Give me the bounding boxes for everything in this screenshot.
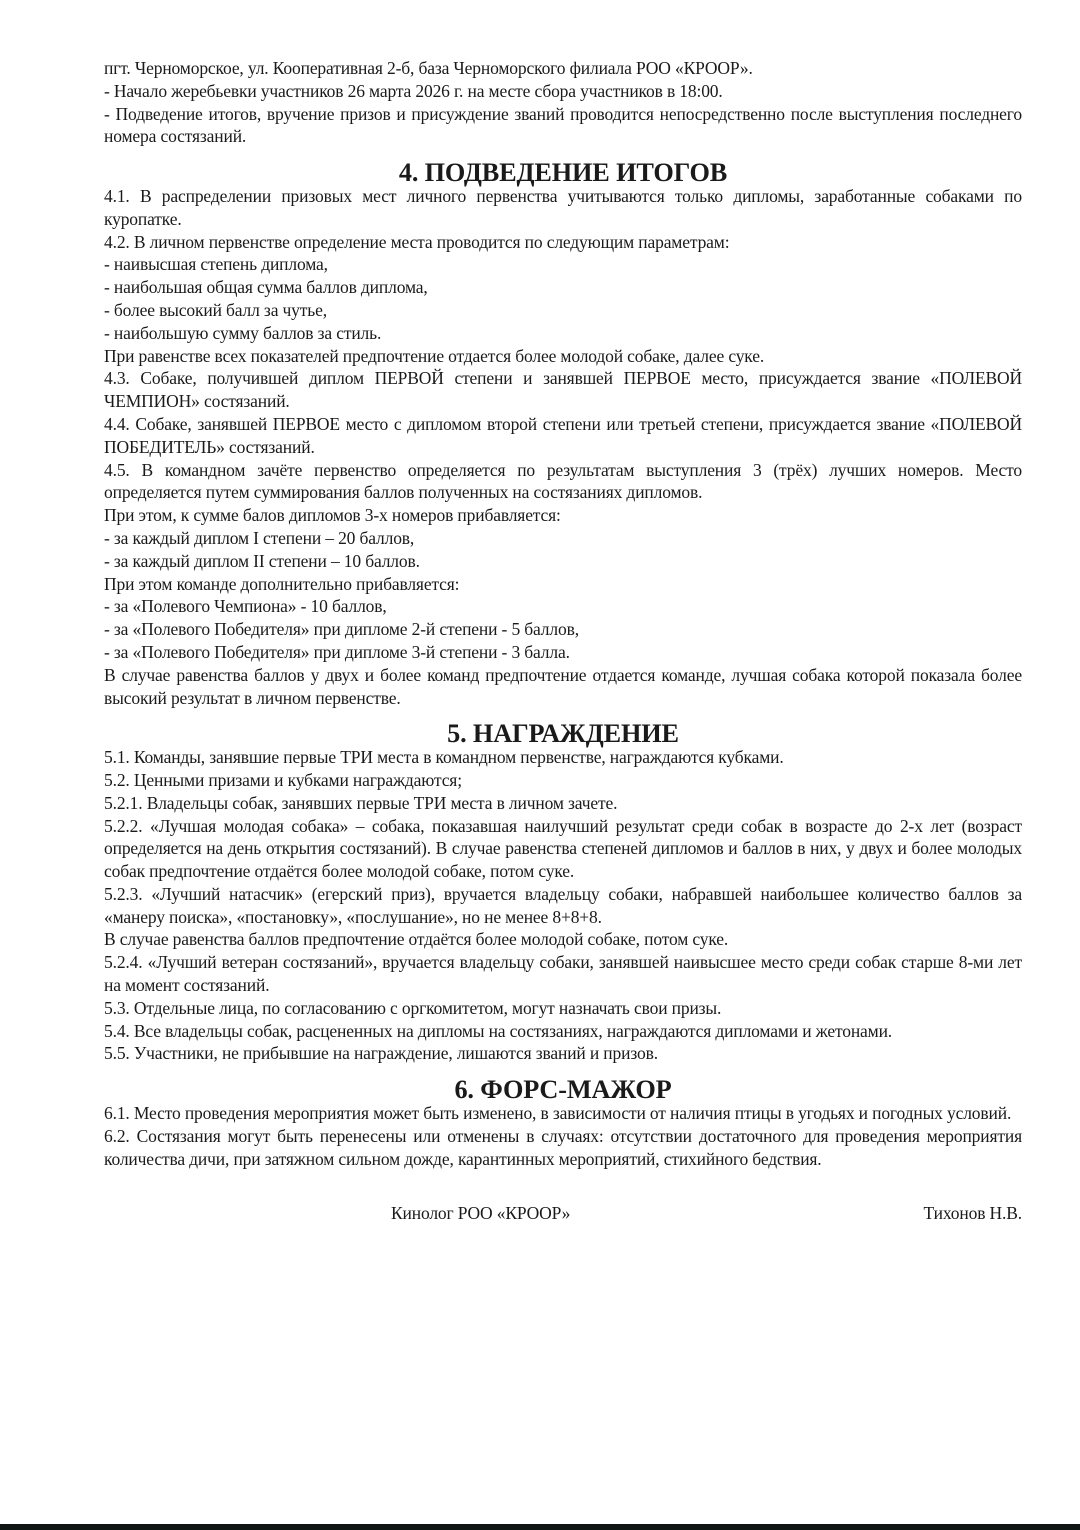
section-heading: 5. НАГРАЖДЕНИЕ (447, 719, 679, 749)
list-item: - за «Полевого Победителя» при дипломе 3-й степени - 3 балла. (104, 641, 570, 662)
list-item: - наибольшая общая сумма баллов диплома, (104, 277, 428, 298)
paragraph: 5.5. Участники, не прибывшие на награждение, лишаются званий и призов. (104, 1043, 658, 1064)
paragraph: 6.1. Место проведения мероприятия может быть изменено, в зависимости от наличия птицы в угодьях и погодных условий. (104, 1103, 1012, 1124)
list-item: - за каждый диплом II степени – 10 баллов. (104, 550, 420, 571)
paragraph: 5.2.1. Владельцы собак, занявших первые ТРИ места в личном зачете. (104, 792, 618, 813)
list-item: - за «Полевого Победителя» при дипломе 2-й степени - 5 баллов, (104, 619, 579, 640)
paragraph: 4.2. В личном первенстве определение места проводится по следующим параметрам: (104, 231, 730, 252)
paragraph: При равенстве всех показателей предпочтение отдается более молодой собаке, далее суке. (104, 345, 765, 366)
intro-block (104, 57, 1022, 148)
paragraph: 4.3. Собаке, получившей диплом ПЕРВОЙ степени и занявшей ПЕРВОЕ место, присуждается звание «ПОЛЕВОЙ ЧЕМПИОН» состязаний. (104, 368, 1022, 412)
section-awards (104, 719, 1022, 1065)
intro-line: - Начало жеребьевки участников 26 марта 2026 г. на месте сбора участников в 18:00. (104, 80, 723, 101)
paragraph: 4.1. В распределении призовых мест личного первенства учитываются только дипломы, заработанные собаками по куропатке. (104, 185, 1022, 229)
paragraph: При этом команде дополнительно прибавляется: (104, 573, 460, 594)
paragraph: 5.1. Команды, занявшие первые ТРИ места в командном первенстве, награждаются кубками. (104, 747, 784, 768)
list-item: - за «Полевого Чемпиона» - 10 баллов, (104, 596, 387, 617)
paragraph: 5.2.3. «Лучший натасчик» (егерский приз), вручается владельцу собаки, набравшей наибольшее количество баллов за «манеру поиска», «постановку», «послушание», но не менее 8+8+8. (104, 883, 1022, 927)
signature-role: Кинолог РОО «КРООР» (391, 1203, 571, 1224)
intro-line: пгт. Черноморское, ул. Кооперативная 2-б, база Черноморского филиала РОО «КРООР». (104, 58, 753, 78)
list-item: - более высокий балл за чутье, (104, 299, 327, 320)
bottom-bar (0, 1524, 1080, 1530)
paragraph: 4.5. В командном зачёте первенство определяется по результатам выступления 3 (трёх) лучших номеров. Место определяется путем суммирования баллов полученных на состязаниях дипломов. (104, 459, 1022, 503)
list-item: - наивысшая степень диплома, (104, 254, 328, 275)
intro-line: - Подведение итогов, вручение призов и присуждение званий проводится непосредственно после выступления последнего номера состязаний. (104, 103, 1022, 147)
paragraph: 5.2. Ценными призами и кубками награждаются; (104, 769, 462, 790)
section-heading: 6. ФОРС-МАЖОР (454, 1075, 672, 1105)
list-item: - наибольшую сумму баллов за стиль. (104, 322, 382, 343)
section-results (104, 158, 1022, 709)
paragraph: 6.2. Состязания могут быть перенесены или отменены в случаях: отсутствии достаточного для проведения мероприятия количества дичи, при затяжном сильном дожде, карантинных мероприятий, стихийного бедствия. (104, 1125, 1022, 1169)
section-heading: 4. ПОДВЕДЕНИЕ ИТОГОВ (398, 158, 728, 188)
document-page (104, 57, 1022, 1226)
signature-name: Тихонов Н.В. (923, 1203, 1022, 1224)
paragraph: 5.2.4. «Лучший ветеран состязаний», вручается владельцу собаки, занявшей наивысшее место среди собак старше 8-ми лет на момент состязаний. (104, 952, 1022, 996)
section-force-majeure (104, 1075, 1022, 1170)
signature-block (104, 1202, 1022, 1226)
paragraph: В случае равенства баллов предпочтение отдаётся более молодой собаке, потом суке. (104, 929, 729, 950)
paragraph: 5.3. Отдельные лица, по согласованию с оргкомитетом, могут назначать свои призы. (104, 997, 722, 1018)
paragraph: 5.2.2. «Лучшая молодая собака» – собака, показавшая наилучший результат среди собак в возрасте до 2-х лет (возраст определяется на день открытия состязаний). В случае равенства степеней дипломов и баллов в них, у двух и более молодых собак предпочтение отдаётся более молодой собаке, потом суке. (104, 815, 1022, 882)
paragraph: В случае равенства баллов у двух и более команд предпочтение отдается команде, лучшая собака которой показала более высокий результат в личном первенстве. (104, 664, 1022, 708)
paragraph: 4.4. Собаке, занявшей ПЕРВОЕ место с дипломом второй степени или третьей степени, присуждается звание «ПОЛЕВОЙ ПОБЕДИТЕЛЬ» состязаний. (104, 413, 1022, 457)
paragraph: При этом, к сумме балов дипломов 3-х номеров прибавляется: (104, 505, 561, 526)
paragraph: 5.4. Все владельцы собак, расцененных на дипломы на состязаниях, награждаются дипломами и жетонами. (104, 1020, 893, 1041)
list-item: - за каждый диплом I степени – 20 баллов, (104, 527, 415, 548)
